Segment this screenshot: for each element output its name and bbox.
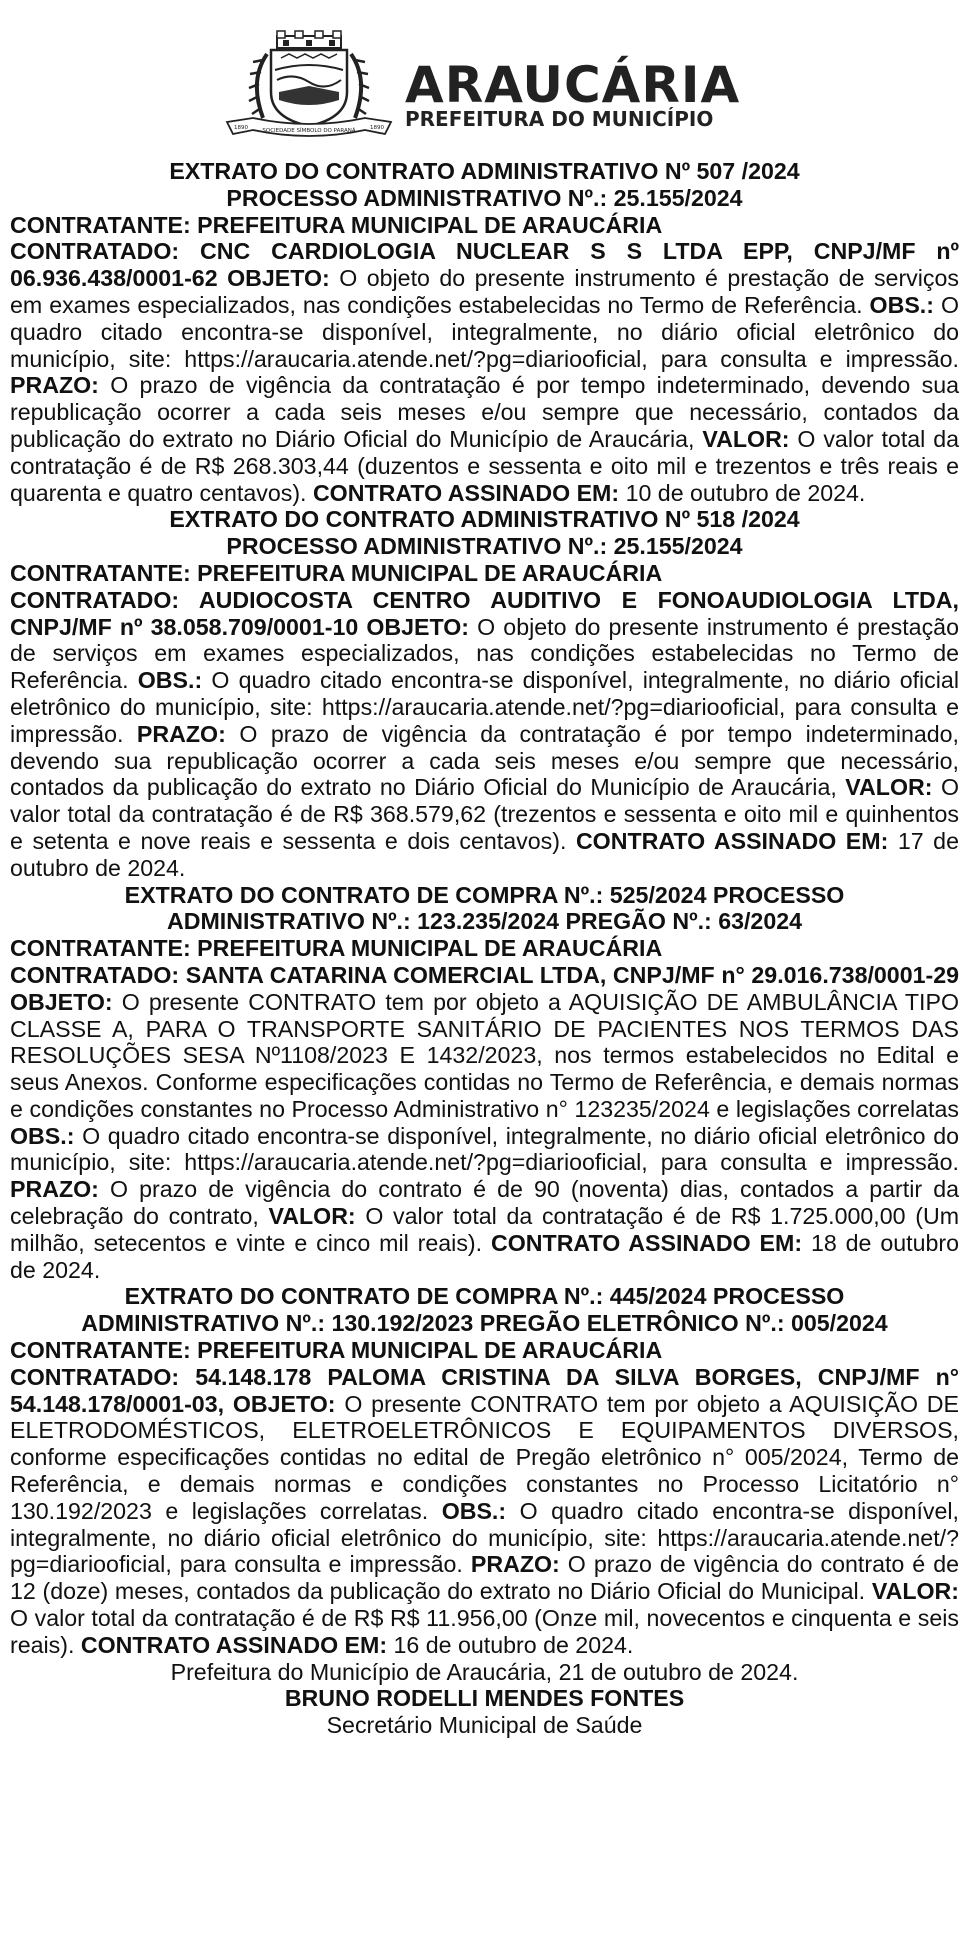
prazo-label: PRAZO: [10,372,99,399]
extract-process: ADMINISTRATIVO Nº.: 123.235/2024 PREGÃO Nº.: 63/2024 [166,908,803,935]
contract-extract [10,882,959,1284]
valor-label: VALOR: [268,1203,356,1230]
extract-body [10,238,959,506]
place-date: Prefeitura do Município de Araucária, 21 de outubro de 2024. [170,1658,799,1685]
assinado-label: CONTRATO ASSINADO EM: [80,1631,388,1658]
document-body [10,158,959,1739]
objeto-text: O objeto do presente instrumento é prestação de serviços em exames especializados, nas condições estabelecidas no Termo de Referência. [10,265,959,318]
assinado-label: CONTRATO ASSINADO EM: [491,1229,803,1256]
objeto-label: OBJETO: [10,988,113,1015]
contratante: CONTRATANTE: PREFEITURA MUNICIPAL DE ARAUCÁRIA [10,1337,663,1364]
seal-year-left: 1890 [234,125,248,131]
contratado: CONTRATADO: CNC CARDIOLOGIA NUCLEAR S S LTDA EPP, CNPJ/MF nº 06.936.438/0001-62 [10,238,959,292]
contratante: CONTRATANTE: PREFEITURA MUNICIPAL DE ARAUCÁRIA [10,211,663,238]
contract-extract [10,1283,959,1658]
obs-text: O quadro citado encontra-se disponível, integralmente, no diário oficial eletrônico do município, site: https://araucaria.atende.net/?pg=diariooficial, para consulta e impressão. [10,667,959,747]
assinado-text: 10 de outubro de 2024. [625,479,866,506]
extract-title: EXTRATO DO CONTRATO ADMINISTRATIVO Nº 518 /2024 [169,506,800,533]
objeto-label: OBJETO: [227,265,330,292]
valor-text: O valor total da contratação é de R$ 368.579,62 (trezentos e sessenta e oito mil e quinhentos e setenta e nove reais e sessenta e dois centavos). [10,774,959,854]
obs-label: OBS.: [10,1122,75,1149]
extract-process: PROCESSO ADMINISTRATIVO Nº.: 25.155/2024 [226,533,743,560]
prazo-text: O prazo de vigência do contrato é de 12 (doze) meses, contados da publicação do extrato no Diário Oficial do Municipal. [10,1551,960,1605]
assinado-text: 18 de outubro de 2024. [10,1229,959,1283]
contratado: CONTRATADO: SANTA CATARINA COMERCIAL LTDA, CNPJ/MF n° 29.016.738/0001-29 [10,961,959,988]
seal-ribbon-text: SOCIEDADE SÍMBOLO DO PARANÁ [262,128,356,134]
obs-label: OBS.: [869,291,934,318]
valor-label: VALOR: [845,774,933,801]
extract-title: EXTRATO DO CONTRATO ADMINISTRATIVO Nº 507 /2024 [169,158,800,184]
seal-crown [277,31,341,48]
extract-body [10,587,959,882]
extract-body [10,1364,959,1659]
prazo-text: O prazo de vigência do contrato é de 90 (noventa) dias, contados a partir da celebração do contrato, [10,1176,959,1230]
obs-text: O quadro citado encontra-se disponível, integralmente, no diário oficial eletrônico do município, site: https://araucaria.atende.net/?pg=diariooficial, para consulta e impressão. [10,291,959,372]
valor-text: O valor total da contratação é de R$ R$ 11.956,00 (Onze mil, novecentos e cinquenta e seis reais). [10,1605,959,1658]
contract-extract [10,158,959,506]
valor-text: O valor total da contratação é de R$ 1.725.000,00 (Um milhão, setecentos e vinte e cinco mil reais). [10,1203,960,1256]
contract-extract [10,506,959,881]
header [0,22,969,157]
prazo-label: PRAZO: [136,720,226,747]
valor-text: O valor total da contratação é de R$ 268.303,44 (duzentos e sessenta e oito mil e trezentos e três reais e quarenta e quatro centavos). [10,425,959,506]
objeto-text: O presente CONTRATO tem por objeto a AQUISIÇÃO DE AMBULÂNCIA TIPO CLASSE A, PARA O TRANSPORTE SANITÁRIO DE PACIENTES NOS TERMOS DAS RESOLUÇÕES SESA Nº1108/2023 E 1432/2023, nos termos estabelecidos no Edital e seus Anexos. Conforme especificações contidas no Termo de Referência, e demais normas e condições constantes no Processo Administrativo n° 123235/2024 e legislações correlatas [10,988,959,1122]
obs-text: O quadro citado encontra-se disponível, integralmente, no diário oficial eletrônico do município, site: https://araucaria.atende.net/?pg=diariooficial, para consulta e impressão. [10,1497,959,1578]
obs-label: OBS.: [441,1497,507,1524]
extract-title: EXTRATO DO CONTRATO DE COMPRA Nº.: 525/2024 PROCESSO [124,881,845,908]
contratado: CONTRATADO: 54.148.178 PALOMA CRISTINA DA SILVA BORGES, CNPJ/MF n° 54.148.178/0001-03, [10,1363,959,1417]
obs-text: O quadro citado encontra-se disponível, integralmente, no diário oficial eletrônico do município, site: https://araucaria.atende.net/?pg=diariooficial, para consulta e impressão. [10,1122,959,1176]
brand-name: ARAUCÁRIA [405,56,741,114]
objeto-label: OBJETO: [232,1390,336,1417]
signatory-role: Secretário Municipal de Saúde [326,1712,643,1739]
brand [405,56,741,131]
contratado: CONTRATADO: AUDIOCOSTA CENTRO AUDITIVO E FONOAUDIOLOGIA LTDA, CNPJ/MF nº 38.058.709/0001-10 [10,586,959,640]
extract-process: ADMINISTRATIVO Nº.: 130.192/2023 PREGÃO ELETRÔNICO Nº.: 005/2024 [81,1310,888,1337]
assinado-text: 17 de outubro de 2024. [10,827,959,881]
brand-subtitle: PREFEITURA DO MUNICÍPIO [405,107,714,131]
coat-of-arms-logo [219,30,399,140]
seal-year-right: 1890 [370,125,384,131]
assinado-text: 16 de outubro de 2024. [393,1631,634,1658]
extract-process: PROCESSO ADMINISTRATIVO Nº.: 25.155/2024 [226,184,743,211]
objeto-text: O objeto do presente instrumento é prestação de serviços em exames especializados, nas condições estabelecidas no Termo de Referência. [10,613,959,694]
assinado-label: CONTRATO ASSINADO EM: [575,827,889,854]
signatory-name: BRUNO RODELLI MENDES FONTES [284,1685,685,1712]
prazo-text: O prazo de vigência da contratação é por tempo indeterminado, devendo sua republicação ocorrer a cada seis meses e/ou sempre que necessário, contados da publicação do extrato no Diário Oficial do Município de Araucária, [10,372,959,452]
obs-label: OBS.: [137,667,203,694]
contratante: CONTRATANTE: PREFEITURA MUNICIPAL DE ARAUCÁRIA [10,559,663,586]
objeto-text: O presente CONTRATO tem por objeto a AQUISIÇÃO DE ELETRODOMÉSTICOS, ELETROELETRÔNICOS E EQUIPAMENTOS DIVERSOS, conforme especificações contidas no edital de Pregão eletrônico n° 005/2024, Termo de Referência, e demais normas e condições constantes no Processo Licitatório n° 130.192/2023 e legislações correlatas. [10,1390,959,1524]
extract-body [10,962,959,1284]
contratante: CONTRATANTE: PREFEITURA MUNICIPAL DE ARAUCÁRIA [10,935,663,962]
prazo-label: PRAZO: [470,1551,560,1578]
prazo-label: PRAZO: [10,1176,99,1203]
objeto-label: OBJETO: [366,613,470,640]
prazo-text: O prazo de vigência da contratação é por tempo indeterminado, devendo sua republicação ocorrer a cada seis meses e/ou sempre que necessário, contados da publicação do extrato no Diário Oficial do Município de Araucária, [10,720,959,801]
valor-label: VALOR: [871,1578,959,1605]
assinado-label: CONTRATO ASSINADO EM: [312,479,620,506]
signature-block [10,1659,959,1739]
valor-label: VALOR: [702,425,790,452]
extract-title: EXTRATO DO CONTRATO DE COMPRA Nº.: 445/2024 PROCESSO [124,1283,845,1310]
